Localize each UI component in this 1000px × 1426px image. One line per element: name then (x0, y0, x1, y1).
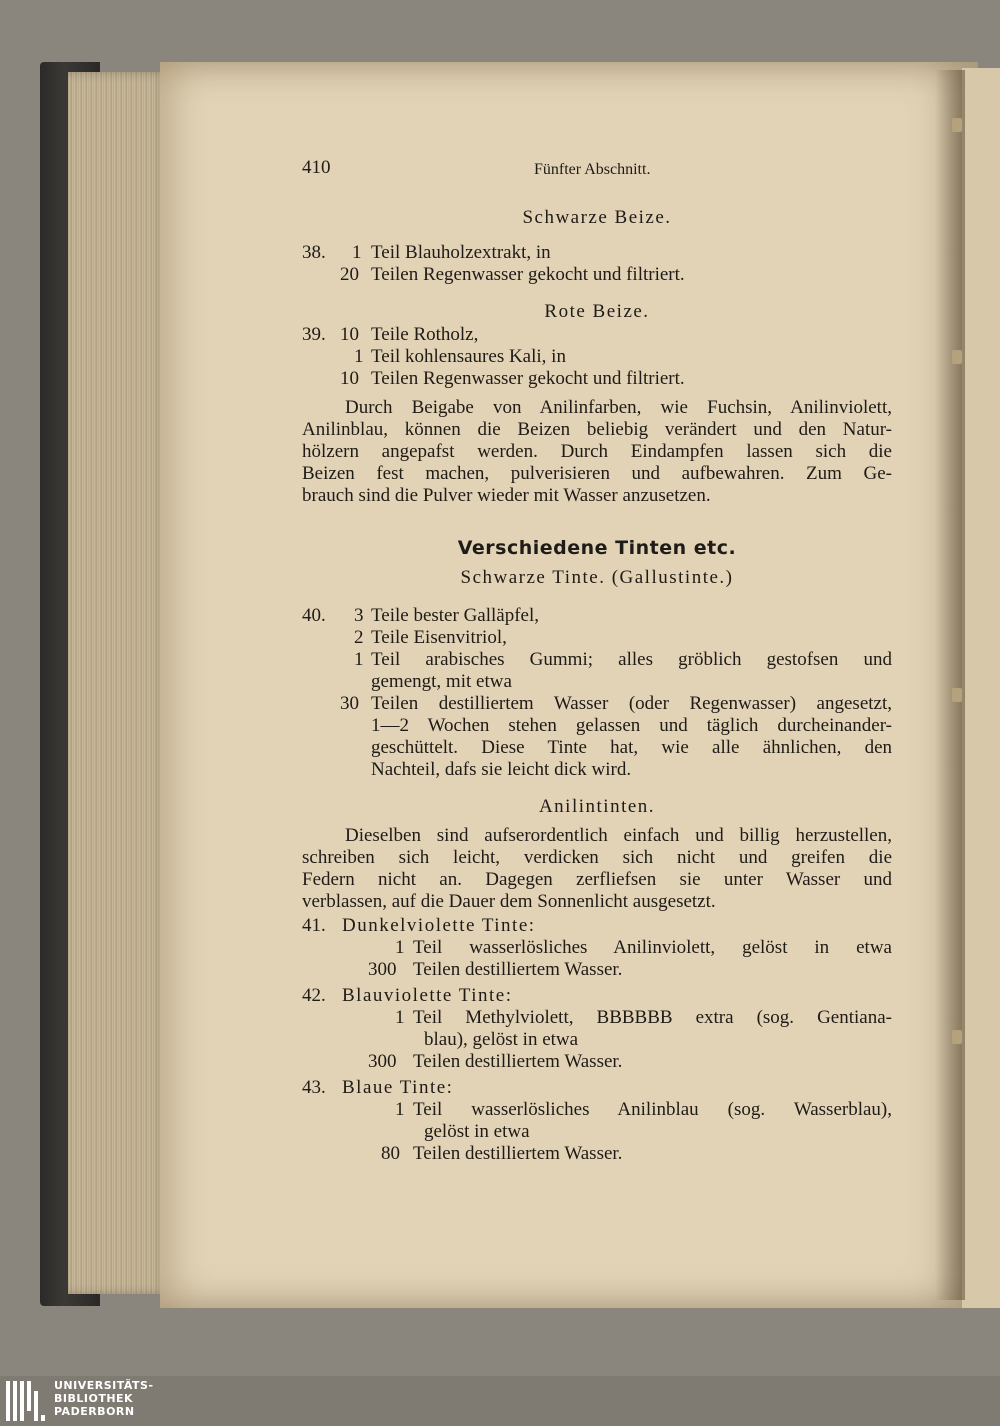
recipe-line: Teil Methylviolett, BBBBBB extra (sog. Gentiana- (413, 1007, 892, 1028)
recipe-line: Teil arabisches Gummi; alles gröblich gestofsen und (371, 649, 892, 670)
quantity: 1 (354, 649, 364, 670)
quantity: 20 (340, 264, 359, 285)
recipe-line: Teile bester Galläpfel, (371, 605, 540, 626)
recipe-line: Teile Eisenvitriol, (371, 627, 507, 648)
logo-text-line: BIBLIOTHEK (54, 1392, 134, 1405)
quantity: 2 (354, 627, 364, 648)
recipe-line: Teil Blauholzextrakt, in (371, 242, 551, 263)
recipe-line: Teilen destilliertem Wasser (oder Regenwasser) angesetzt, (371, 693, 892, 714)
quantity: 10 (340, 368, 359, 389)
recipe-title: Dunkelviolette Tinte: (342, 915, 536, 936)
page-number: 410 (302, 157, 331, 178)
quantity: 30 (340, 693, 359, 714)
recipe-number: 43. (302, 1077, 326, 1098)
recipe-line: 1—2 Wochen stehen gelassen und täglich durcheinander- (371, 715, 892, 736)
recipe-line: gemengt, mit etwa (371, 671, 512, 692)
recipe-number: 40. (302, 605, 326, 626)
quantity: 80 (381, 1143, 400, 1164)
page-marker (952, 1030, 962, 1044)
page-marker (952, 688, 962, 702)
page-edges (68, 72, 168, 1294)
paragraph-line: hölzern angepafst werden. Durch Eindampfen lassen sich die (302, 441, 892, 462)
page-marker (952, 350, 962, 364)
paragraph-line: Dieselben sind aufserordentlich einfach und billig herzustellen, (345, 825, 892, 846)
page-marker (952, 118, 962, 132)
recipe-line: Teil wasserlösliches Anilinblau (sog. Wasserblau), (413, 1099, 892, 1120)
recipe-number: 41. (302, 915, 326, 936)
recipe-line: Teilen destilliertem Wasser. (413, 1051, 623, 1072)
recipe-line: blau), gelöst in etwa (424, 1029, 579, 1050)
paragraph-line: verblassen, auf die Dauer dem Sonnenlicht ausgesetzt. (302, 891, 716, 912)
chapter-heading: Verschiedene Tinten etc. (457, 537, 737, 559)
recipe-line: geschüttelt. Diese Tinte hat, wie alle ähnlichen, den (371, 737, 892, 758)
recipe-number: 42. (302, 985, 326, 1006)
recipe-title: Blaue Tinte: (342, 1077, 454, 1098)
paragraph-line: schreiben sich leicht, verdicken sich nicht und greifen die (302, 847, 892, 868)
library-logo-icon (6, 1381, 46, 1421)
recipe-line: Teilen destilliertem Wasser. (413, 959, 623, 980)
subheading: Schwarze Tinte. (Gallustinte.) (460, 567, 734, 588)
section-title: Rote Beize. (544, 301, 650, 322)
section-title: Anilintinten. (538, 796, 656, 817)
quantity: 1 (395, 937, 405, 958)
paragraph-line: Beizen fest machen, pulverisieren und aufbewahren. Zum Ge- (302, 463, 892, 484)
recipe-line: Teilen destilliertem Wasser. (413, 1143, 623, 1164)
recipe-line: Teilen Regenwasser gekocht und filtriert. (371, 368, 685, 389)
recipe-line: Teile Rotholz, (371, 324, 479, 345)
quantity: 1 (395, 1007, 405, 1028)
recipe-line: Nachteil, dafs sie leicht dick wird. (371, 759, 632, 780)
library-footer (0, 1376, 1000, 1426)
logo-text-line: PADERBORN (54, 1405, 135, 1418)
recipe-number: 38. (302, 242, 326, 263)
paragraph-line: Durch Beigabe von Anilinfarben, wie Fuchsin, Anilinviolett, (345, 397, 892, 418)
running-title: Fünfter Abschnitt. (534, 161, 651, 178)
book-page (160, 62, 978, 1308)
recipe-line: gelöst in etwa (424, 1121, 530, 1142)
quantity: 300 (368, 959, 397, 980)
paragraph-line: Federn nicht an. Dagegen zerfliefsen sie unter Wasser und (302, 869, 892, 890)
recipe-line: Teil wasserlösliches Anilinviolett, gelöst in etwa (413, 937, 892, 958)
quantity: 1 (352, 242, 362, 263)
quantity: 300 (368, 1051, 397, 1072)
section-title: Schwarze Beize. (522, 207, 672, 228)
paragraph-line: brauch sind die Pulver wieder mit Wasser anzusetzen. (302, 485, 711, 506)
recipe-number: 39. (302, 324, 326, 345)
quantity: 10 (340, 324, 359, 345)
paragraph-line: Anilinblau, können die Beizen beliebig verändert und den Natur- (302, 419, 892, 440)
page-gutter-shadow (935, 70, 965, 1300)
recipe-line: Teilen Regenwasser gekocht und filtriert. (371, 264, 685, 285)
quantity: 1 (354, 346, 364, 367)
quantity: 3 (354, 605, 364, 626)
recipe-line: Teil kohlensaures Kali, in (371, 346, 566, 367)
quantity: 1 (395, 1099, 405, 1120)
facing-page-edge (962, 68, 1000, 1308)
recipe-title: Blauviolette Tinte: (342, 985, 513, 1006)
logo-text-line: UNIVERSITÄTS- (54, 1379, 154, 1392)
